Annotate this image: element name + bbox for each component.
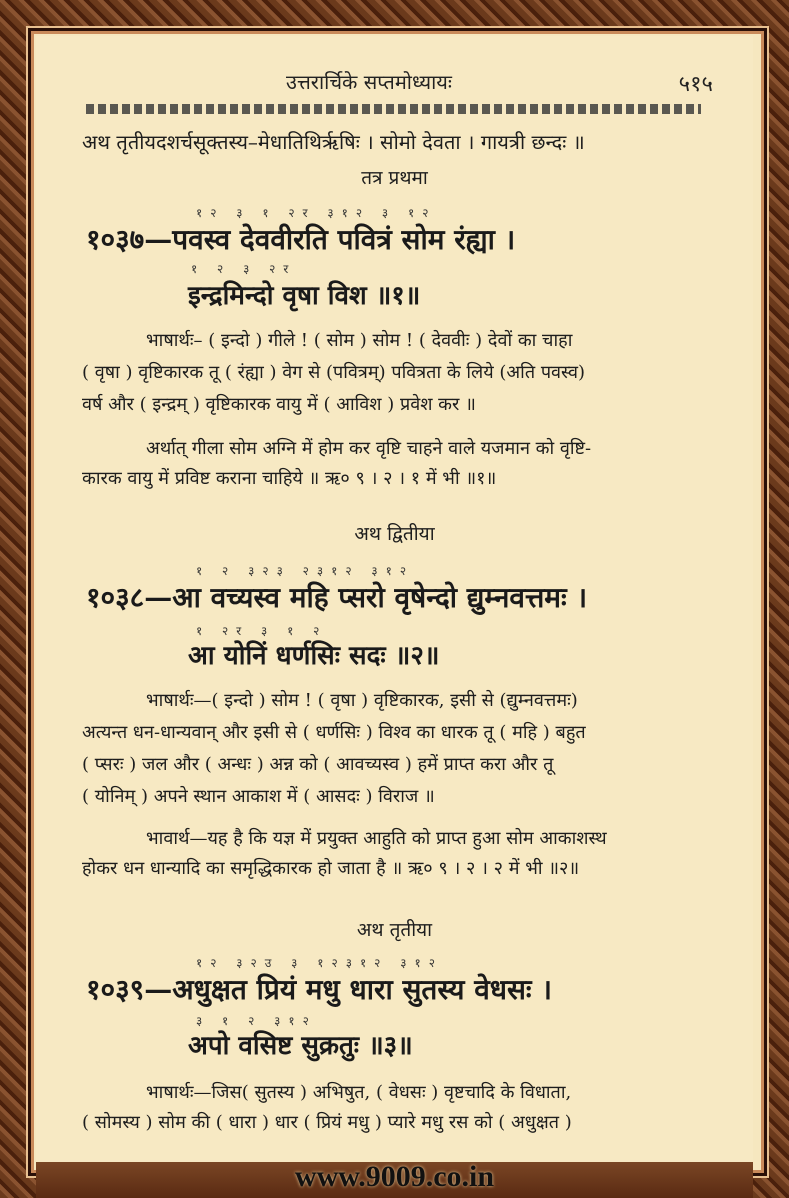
section-heading: अथ तृतीया [356, 919, 433, 941]
explanation-line: भावार्थ—यह है कि यज्ञ में प्रयुक्त आहुति को प्राप्त हुआ सोम आकाशस्थ [146, 828, 607, 849]
accent-marks: १ २ ३ २र [191, 262, 297, 276]
translation-line: ( वृषा ) वृष्टिकारक तू ( रंह्या ) वेग से (पवित्रम्) पवित्रता के लिये (अति पवस्व) [82, 362, 586, 383]
explanation-line: होकर धन धान्यादि का समृद्धिकारक हो जाता है ॥ ऋ० ९ । २ । २ में भी ॥२॥ [82, 858, 580, 879]
translation-line: अत्यन्त धन-धान्यवान् और इसी से ( धर्णसिः ) विश्व का धारक तू ( महि ) बहुत [82, 722, 586, 743]
translation-line: भाषार्थः—( इन्दो ) सोम ! ( वृषा ) वृष्टिकारक, इसी से (द्युम्नवत्तमः) [146, 690, 578, 711]
mantra-line: इन्द्रमिन्दो वृषा विश ॥१॥ [188, 281, 421, 311]
header-divider [86, 104, 701, 114]
book-page [36, 36, 753, 1162]
translation-line: भाषार्थः—जिस( सुतस्य ) अभिषुत, ( वेधसः ) वृष्टचादि के विधाता, [146, 1082, 572, 1103]
translation-line: ( योनिम् ) अपने स्थान आकाश में ( आसदः ) विराज ॥ [82, 786, 435, 807]
accent-marks: १२ ३२उ ३ १२३१२ ३१२ [196, 956, 443, 970]
translation-line: वर्ष और ( इन्द्रम् ) वृष्टिकारक वायु में ( आविश ) प्रवेश कर ॥ [82, 394, 476, 415]
mantra-line: १०३७—पवस्व देववीरति पवित्रं सोम रंह्या । [86, 223, 516, 256]
mantra-line: १०३८—आ वच्यस्व महि प्सरो वृषेन्दो द्युम्नवत्तमः । [86, 581, 588, 614]
explanation-line: कारक वायु में प्रविष्ट कराना चाहिये ॥ ऋ० ९ । २ । १ में भी ॥१॥ [82, 468, 497, 489]
mantra-line: अपो वसिष्ट सुक्रतुः ॥३॥ [188, 1031, 413, 1061]
site-watermark: www.9009.co.in [294, 1160, 495, 1193]
explanation-line: अर्थात् गीला सोम अग्नि में होम कर वृष्टि चाहने वाले यजमान को वृष्टि- [146, 438, 592, 459]
translation-line: भाषार्थः– ( इन्दो ) गीले ! ( सोम ) सोम ! ( देववीः ) देवों का चाहा [146, 330, 573, 351]
running-title: उत्तरार्चिके सप्तमोध्यायः [286, 70, 452, 94]
accent-marks: ३ १ २ ३१२ [196, 1014, 317, 1028]
page-header [36, 68, 753, 98]
page-number: ५१५ [678, 72, 713, 97]
accent-marks: १ २ ३२३ २३१२ ३१२ [196, 564, 415, 578]
mantra-line: १०३९—अधुक्षत प्रियं मधु धारा सुतस्य वेधसः । [86, 973, 552, 1006]
translation-line: ( प्सरः ) जल और ( अन्धः ) अन्न को ( आवच्यस्व ) हमें प्राप्त करा और तू [82, 754, 554, 775]
sukta-intro: अथ तृतीयदशर्चसूक्तस्य–मेधातिथिर्ऋषिः । सोमो देवता । गायत्री छन्दः ॥ [82, 130, 585, 154]
section-heading: तत्र प्रथमा [361, 167, 428, 189]
translation-line: ( सोमस्य ) सोम की ( धारा ) धार ( प्रियं मधु ) प्यारे मधु रस को ( अधुक्षत ) [82, 1112, 572, 1133]
mantra-line: आ योनिं धर्णसिः सदः ॥२॥ [188, 641, 440, 671]
accent-marks: १ २र ३ १ २ [196, 624, 328, 638]
section-heading: अथ द्वितीया [354, 523, 435, 545]
accent-marks: १२ ३ १ २र ३१२ ३ १२ [196, 206, 437, 220]
